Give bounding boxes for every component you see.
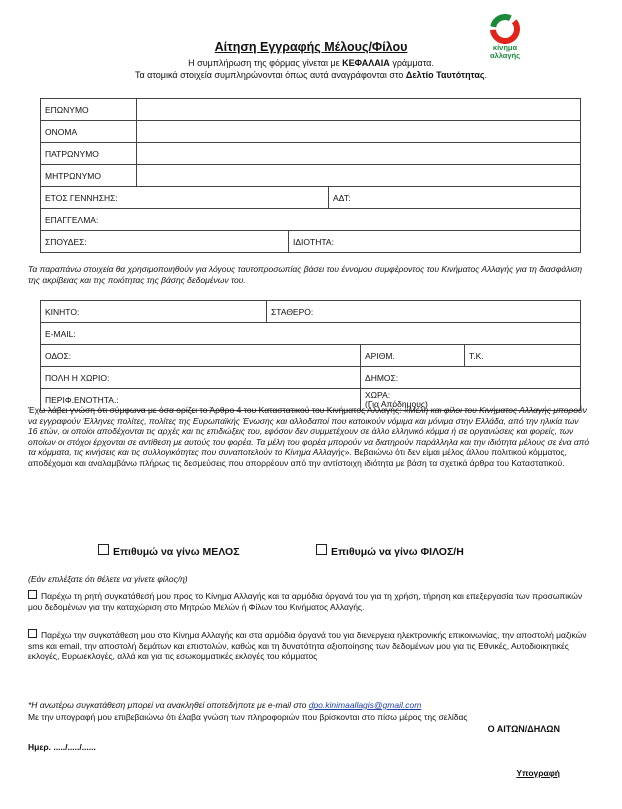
mother-name-field[interactable] [137,165,581,187]
name-row [41,121,581,143]
landline-field[interactable]: ΣΤΑΘΕΡΟ: [267,301,581,323]
revoke-note: *Η ανωτέρω συγκατάθεση μπορεί να ανακληθεί οποτεδήποτε με e-mail στο dpo.kinimaallagis@gmail.com [28,700,422,710]
surname-label: ΕΠΩΝΥΜΟ [41,99,137,121]
consent-communication-checkbox[interactable] [28,629,37,638]
logo-text-line2: αλλαγής [489,51,521,60]
name-label: ΟΝΟΜΑ [41,121,137,143]
confirmation-text: Με την υπογραφή μου επιβεβαιώνω ότι έλαβα γνώση των πληροφοριών που βρίσκονται στο πίσω μέρος της σελίδας [28,712,468,722]
caps-instruction: Η συμπλήρωση της φόρμας γίνεται με ΚΕΦΑΛΑΙΑ γράμματα. [188,58,434,68]
statute-article-text: Έχω λάβει γνώση ότι σύμφωνα με όσα ορίζει το Άρθρο 4 του Καταστατικού του Κινήματος Αλλαγής: «Μέλη και φίλοι του Κινήματος Αλλαγής μπορούν να εγγραφούν Έλληνες πολίτες, πολίτες της Ευρωπαϊκής Ένωσης και αλλοδαποί που κατοικούν νόμιμα και μόνιμα στην Ελλάδα, από την ηλικία των 16 ετών, οι οποίοι αποδέχονται τις αρχές και τις επιδιώξεις του, εφόσον δεν συμμετέχουν σε άλλο ελληνικό κόμμα ή σε οργανώσεις και φορείς, των οποίων οι στόχοι έρχονται σε αντίθεση με αυτούς του φορέα. Τα μέλη του φορέα μπορούν να διατηρούν παράλληλα και την ιδιότητα μέλους σε ένα από τα κόμματα, τις κινήσεις και τις συλλογικότητες που συναποτελούν το Κίνημα Αλλαγής». Βεβαιώνω ότι δεν είμαι μέλος άλλου πολιτικού κόμματος, αποδέχομαι και αναλαμβάνω πλήρως τις δεσμεύσεις που απορρέουν από την αντίστοιχη ιδιότητα με βάση τα σχετικά άρθρα του Καταστατικού. [28,405,590,468]
logo-text-line1: κίνημα [492,43,518,52]
capacity-field[interactable]: ΙΔΙΟΤΗΤΑ: [289,231,581,253]
surname-field[interactable] [137,99,581,121]
mother-name-label: ΜΗΤΡΩΝΥΜΟ [41,165,137,187]
profession-field[interactable]: ΕΠΑΓΓΕΛΜΑ: [41,209,581,231]
mobile-field[interactable]: ΚΙΝΗΤΟ: [41,301,267,323]
id-card-field[interactable]: ΑΔΤ: [329,187,581,209]
city-field[interactable]: ΠΟΛΗ Η ΧΩΡΙΟ: [41,367,361,389]
form-title: Αίτηση Εγγραφής Μέλους/Φίλου [214,40,408,54]
municipality-field[interactable]: ΔΗΜΟΣ: [361,367,581,389]
personal-details-table [40,98,581,253]
consent-registry: Παρέχω τη ρητή συγκατάθεσή μου προς το Κίνημα Αλλαγής και τα αρμόδια όργανά του για τη χρήση, τήρηση και επεξεργασία των προσωπικών μου δεδομένων για την καταχώριση στο Μητρώο Μελών ή Φίλων του Κινήματος Αλλαγής. [28,591,583,612]
member-checkbox[interactable] [98,544,109,555]
date-field[interactable]: Ημερ. ...../...../...... [28,742,96,752]
email-field[interactable]: E-MAIL: [41,323,581,345]
name-field[interactable] [137,121,581,143]
friend-checkbox[interactable] [316,544,327,555]
applicant-label: Ο ΑΙΤΩΝ/ΔΗΛΩΝ [487,724,560,734]
privacy-note: Τα παραπάνω στοιχεία θα χρησιμοποιηθούν για λόγους ταυτοπροσωπίας βάσει του έννομου συμφέροντος του Κινήματος Αλλαγής για τη διασφάλιση της ακρίβειας και της ποιότητας της βάσης δεδομένων του. [28,264,583,285]
friend-choice[interactable]: Επιθυμώ να γίνω ΦΙΛΟΣ/Η [316,544,464,558]
region-field[interactable]: ΠΕΡΙΦ.ΕΝΟΤΗΤΑ.: [41,389,361,411]
contact-details-table [40,300,581,411]
postal-code-field[interactable]: Τ.Κ. [465,345,581,367]
address-row [41,345,581,367]
street-field[interactable]: ΟΔΟΣ: [41,345,361,367]
member-choice[interactable]: Επιθυμώ να γίνω ΜΕΛΟΣ [98,544,240,558]
dpo-email-link[interactable]: dpo.kinimaallagis@gmail.com [308,700,422,710]
profession-row [41,209,581,231]
country-field[interactable]: ΧΩΡΑ: (Για Απόδημους) [361,389,581,411]
studies-row [41,231,581,253]
studies-field[interactable]: ΣΠΟΥΔΕΣ: [41,231,289,253]
city-row [41,367,581,389]
mother-name-row [41,165,581,187]
birth-year-field[interactable]: ΕΤΟΣ ΓΕΝΝΗΣΗΣ: [41,187,329,209]
father-name-field[interactable] [137,143,581,165]
consent-communication: Παρέχω την συγκατάθεση μου στο Κίνημα Αλλαγής και στα αρμόδια όργανά του για διενεργεια ηλεκτρονικής επικοινωνίας, την αποστολή μαζικών sms και email, την αποστολή δεμάτων και επιστολών, καθώς και τη δυνατότητα αξιοποίησης των δεδομένων μου για τις Εθνικές, Αυτοδιοικητικές εκλογές, Ευρωεκλογές, αλλά και για τις εσωκομματικές εκλογές του κόμματος [28,630,587,661]
street-number-field[interactable]: ΑΡΙΘΜ. [361,345,465,367]
id-instruction: Τα ατομικά στοιχεία συμπληρώνονται όπως αυτά αναγράφονται στο Δελτίο Ταυτότητας. [134,70,488,80]
signature-label: Υπογραφή [516,768,560,778]
father-name-row [41,143,581,165]
phone-row [41,301,581,323]
surname-row [41,99,581,121]
birth-id-row [41,187,581,209]
father-name-label: ΠΑΤΡΩΝΥΜΟ [41,143,137,165]
consent-registry-checkbox[interactable] [28,590,37,599]
email-row [41,323,581,345]
friend-hint: (Εάν επιλέξατε ότι θέλετε να γίνετε φίλος/η) [28,574,188,584]
